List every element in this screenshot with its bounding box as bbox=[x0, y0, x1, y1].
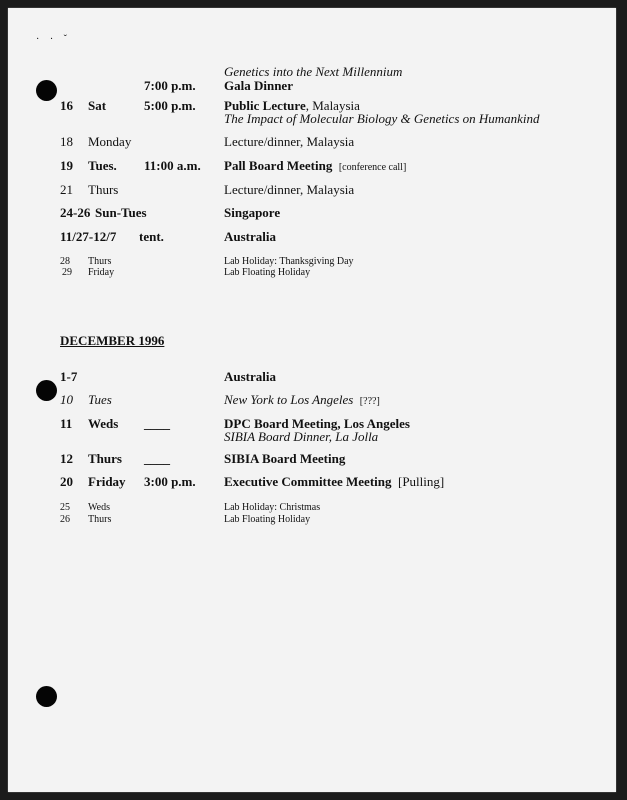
event-title: Genetics into the Next Millennium bbox=[224, 64, 403, 79]
event-date: 24-26 bbox=[60, 205, 91, 220]
event-date: 26 bbox=[60, 514, 70, 525]
event-day: Weds bbox=[88, 502, 110, 513]
event-location: , Malaysia bbox=[305, 98, 360, 113]
event-time: 3:00 p.m. bbox=[144, 474, 196, 489]
event-title: Lecture/dinner, Malaysia bbox=[224, 182, 355, 197]
event-title: Lab Holiday: Thanksgiving Day bbox=[224, 256, 354, 267]
event-title: Lab Floating Holiday bbox=[224, 267, 311, 278]
event-title: Pall Board Meeting bbox=[224, 158, 333, 173]
event-day: Thurs bbox=[88, 182, 119, 197]
event-date: 16 bbox=[60, 98, 73, 113]
punch-hole bbox=[36, 80, 57, 101]
event-title: Australia bbox=[224, 369, 276, 384]
event-day: Tues bbox=[88, 392, 112, 407]
event-date: 28 bbox=[60, 256, 70, 267]
event-subtitle: SIBIA Board Dinner, La Jolla bbox=[224, 429, 379, 444]
event-day: tent. bbox=[139, 229, 164, 244]
event-note: [Pulling] bbox=[398, 474, 445, 489]
punch-hole bbox=[36, 380, 57, 401]
event-date: 21 bbox=[60, 182, 73, 197]
event-title: Executive Committee Meeting bbox=[224, 474, 392, 489]
event-day: Thurs bbox=[88, 256, 112, 267]
event-title: Lecture/dinner, Malaysia bbox=[224, 134, 355, 149]
event-date: 19 bbox=[60, 158, 73, 173]
event-day: Weds bbox=[88, 416, 119, 431]
event-title: Singapore bbox=[224, 205, 281, 220]
event-subtitle: The Impact of Molecular Biology & Genetics on Humankind bbox=[224, 111, 540, 126]
event-date: 12 bbox=[60, 451, 73, 466]
punch-hole bbox=[36, 686, 57, 707]
event-date: 11 bbox=[60, 416, 73, 431]
event-day: Friday bbox=[88, 267, 115, 278]
event-title: Public Lecture bbox=[224, 98, 306, 113]
event-day: Sun-Tues bbox=[95, 205, 147, 220]
event-date: 25 bbox=[60, 502, 70, 513]
event-time: 5:00 p.m. bbox=[144, 98, 196, 113]
event-time: 7:00 p.m. bbox=[144, 78, 196, 93]
event-title: Lab Holiday: Christmas bbox=[224, 502, 321, 513]
calendar-page bbox=[8, 8, 616, 792]
event-day: Friday bbox=[88, 474, 126, 489]
event-day: Monday bbox=[88, 134, 132, 149]
event-time: 11:00 a.m. bbox=[144, 158, 201, 173]
event-time-blank: ____ bbox=[144, 451, 170, 466]
event-date: 11/27-12/7 bbox=[60, 229, 117, 244]
event-title: Australia bbox=[224, 229, 276, 244]
event-day: Thurs bbox=[88, 451, 122, 466]
event-date: 20 bbox=[60, 474, 73, 489]
event-day: Thurs bbox=[88, 514, 112, 525]
header-marks: · · ˇ bbox=[36, 34, 71, 45]
event-day: Tues. bbox=[88, 158, 117, 173]
event-note: [conference call] bbox=[338, 162, 407, 173]
event-title: Gala Dinner bbox=[224, 78, 293, 93]
event-title: SIBIA Board Meeting bbox=[224, 451, 346, 466]
event-date: 18 bbox=[60, 134, 73, 149]
event-title: DPC Board Meeting, Los Angeles bbox=[224, 416, 410, 431]
event-date: 1-7 bbox=[60, 369, 78, 384]
event-title: New York to Los Angeles bbox=[224, 392, 354, 407]
event-date: 29 bbox=[62, 267, 72, 278]
event-time-blank: ____ bbox=[144, 416, 170, 431]
event-title: Lab Floating Holiday bbox=[224, 514, 311, 525]
month-heading: DECEMBER 1996 bbox=[60, 333, 165, 348]
event-day: Sat bbox=[88, 98, 107, 113]
event-note: [???] bbox=[359, 396, 380, 407]
event-date: 10 bbox=[60, 392, 73, 407]
